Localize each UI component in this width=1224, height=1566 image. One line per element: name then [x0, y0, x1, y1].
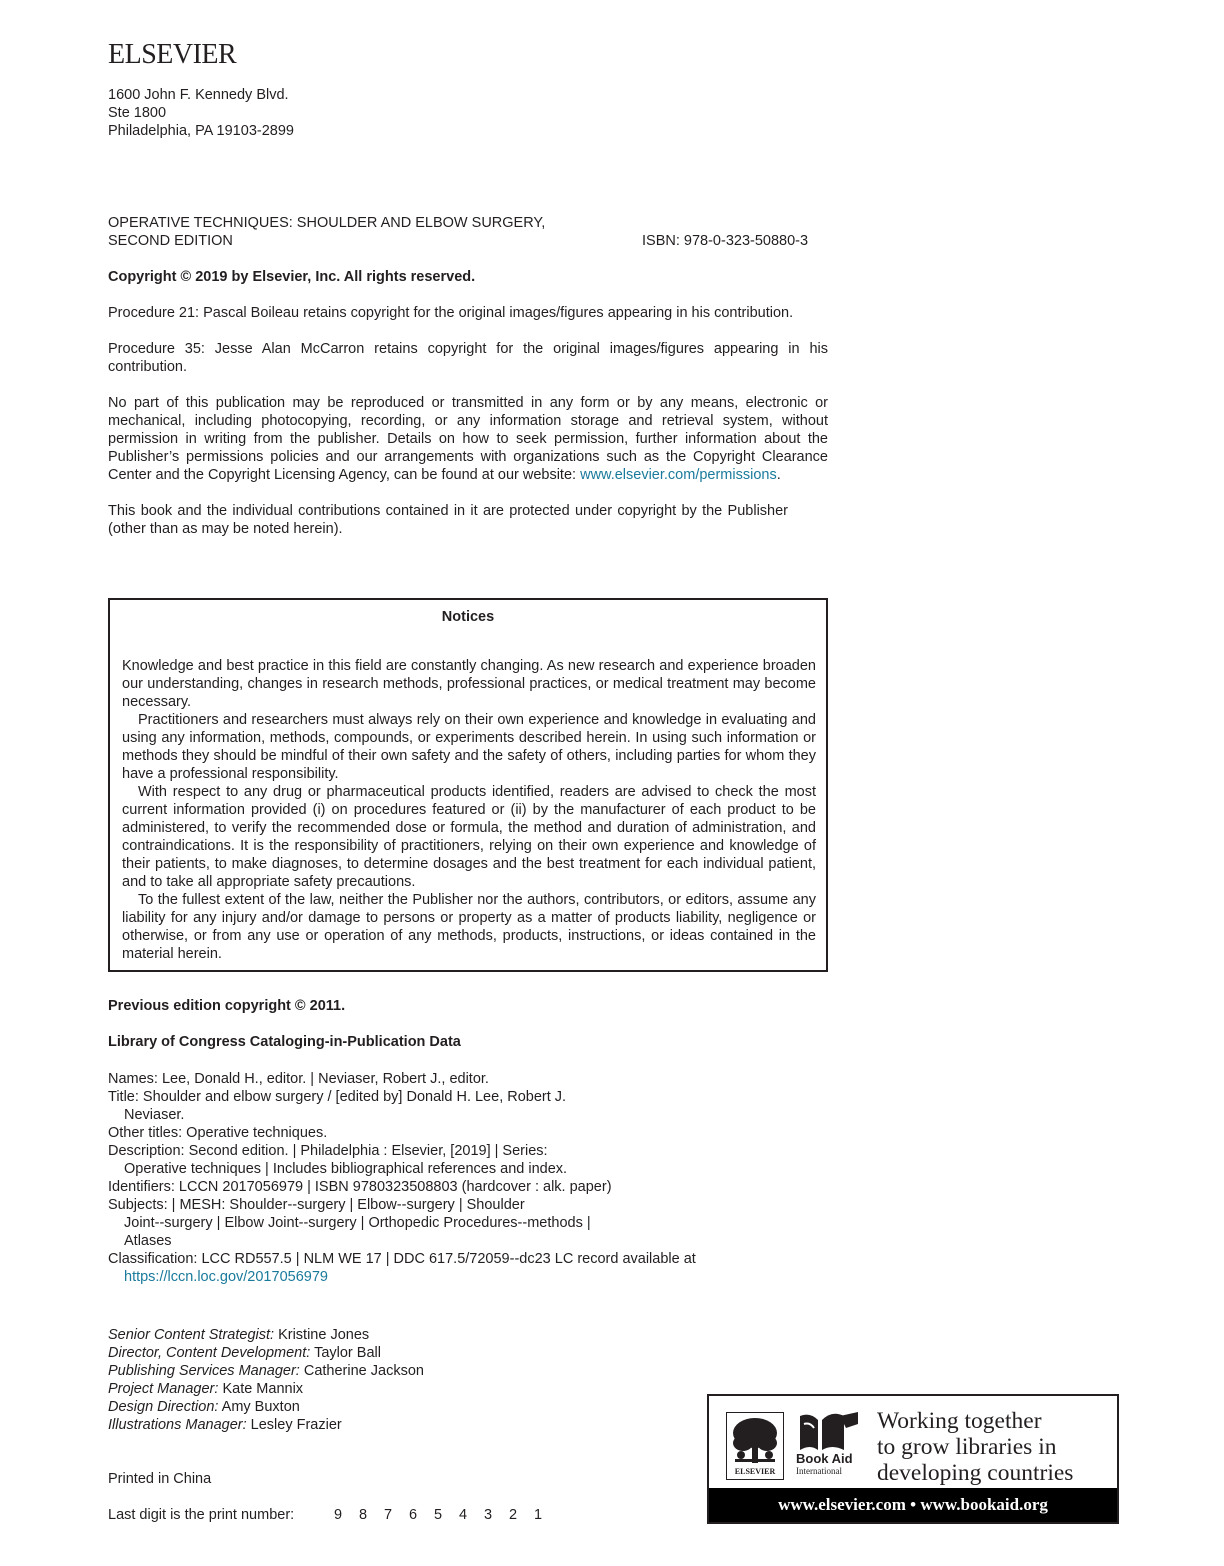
print-digit: 5 — [434, 1507, 443, 1523]
bookaid-book-icon — [796, 1410, 862, 1454]
print-digit: 2 — [509, 1507, 518, 1523]
print-digit: 9 — [334, 1507, 343, 1523]
cip-names: Names: Lee, Donald H., editor. | Neviaser, Robert J., editor. — [108, 1071, 489, 1087]
procedure-21-note: Procedure 21: Pascal Boileau retains copyright for the original images/figures appearing in his contribution. — [108, 305, 794, 321]
credit-role: Publishing Services Manager: — [108, 1363, 300, 1379]
print-number-label: Last digit is the print number: — [108, 1507, 295, 1523]
slogan-line-2: to grow libraries in — [877, 1434, 1057, 1460]
previous-edition: Previous edition copyright © 2011. — [108, 998, 346, 1014]
notices-paragraph-2: Practitioners and researchers must always rely on their own experience and knowledge in evaluating and using any information, methods, compounds, or experiments described herein. In using such information or methods they should be mindful of their own safety and the safety of others, including parties for whom they have a professional responsibility. — [122, 712, 816, 782]
credit-role: Illustrations Manager: — [108, 1417, 247, 1433]
notices-title: Notices — [441, 609, 495, 625]
cip-description: Description: Second edition. | Philadelphia : Elsevier, [2019] | Series: — [108, 1143, 548, 1159]
cip-subjects-cont: Joint--surgery | Elbow Joint--surgery | Orthopedic Procedures--methods | — [124, 1215, 591, 1231]
slogan-line-3: developing countries — [877, 1460, 1074, 1486]
bookaid-sub-label: International — [796, 1466, 842, 1476]
notices-paragraph-1: Knowledge and best practice in this field are constantly changing. As new research and experience broaden our understanding, changes in research methods, professional practices, or medical treatment may become necessary. — [122, 658, 816, 710]
credits-list — [108, 1326, 424, 1434]
cip-classification: Classification: LCC RD557.5 | NLM WE 17 | DDC 617.5/72059--dc23 LC record available at — [108, 1251, 696, 1267]
rights-text: No part of this publication may be reproduced or transmitted in any form or by any means, electronic or mechanical, including photocopying, recording, or any information storage and retrieval system, without permission in writing from the publisher. Details on how to seek permission, further information about the Publisher’s permissions policies and our arrangements with organizations such as the Copyright Clearance Center and the Copyright Licensing Agency, can be found at our website: — [108, 395, 828, 483]
print-digit: 6 — [409, 1507, 418, 1523]
notices-body — [122, 657, 816, 963]
print-number-line — [108, 1506, 559, 1524]
credit-name: Kate Mannix — [222, 1381, 304, 1397]
book-title-line-2: SECOND EDITION — [108, 233, 233, 249]
credit-line — [108, 1380, 424, 1398]
credit-name: Taylor Ball — [314, 1345, 381, 1361]
elsevier-small-label: ELSEVIER — [734, 1467, 776, 1476]
bookaid-urls[interactable]: www.elsevier.com • www.bookaid.org — [709, 1488, 1117, 1522]
bookaid-slogan — [877, 1408, 1073, 1486]
printed-in: Printed in China — [108, 1471, 212, 1487]
credit-role: Director, Content Development: — [108, 1345, 311, 1361]
credit-line — [108, 1362, 424, 1380]
slogan-line-1: Working together — [877, 1408, 1042, 1434]
publisher-logo: ELSEVIER — [108, 39, 237, 70]
credit-name: Amy Buxton — [221, 1399, 300, 1415]
cip-other-titles: Other titles: Operative techniques. — [108, 1125, 328, 1141]
credit-line — [108, 1326, 424, 1344]
cip-title-cont: Neviaser. — [124, 1107, 185, 1123]
print-digit: 3 — [484, 1507, 493, 1523]
credit-name: Kristine Jones — [278, 1327, 370, 1343]
cip-description-cont: Operative techniques | Includes bibliographical references and index. — [124, 1161, 568, 1177]
cip-heading: Library of Congress Cataloging-in-Publication Data — [108, 1034, 461, 1050]
bookaid-logo — [796, 1410, 862, 1480]
isbn: ISBN: 978-0-323-50880-3 — [642, 233, 809, 249]
credit-role: Design Direction: — [108, 1399, 219, 1415]
credit-name: Lesley Frazier — [250, 1417, 342, 1433]
credit-line — [108, 1416, 424, 1434]
credit-line — [108, 1398, 424, 1416]
protection-paragraph: This book and the individual contributions contained in it are protected under copyright by the Publisher (other than as may be noted herein). — [108, 503, 788, 537]
cip-subjects: Subjects: | MESH: Shoulder--surgery | Elbow--surgery | Shoulder — [108, 1197, 525, 1213]
permissions-link[interactable]: www.elsevier.com/permissions — [580, 467, 777, 483]
bookaid-label: Book Aid — [796, 1451, 853, 1466]
print-digit: 7 — [384, 1507, 393, 1523]
address-line-3: Philadelphia, PA 19103-2899 — [108, 123, 294, 139]
notices-box — [108, 598, 828, 972]
notices-paragraph-4: To the fullest extent of the law, neither the Publisher nor the authors, contributors, or editors, assume any liability for any injury and/or damage to persons or property as a matter of products liability, negligence or otherwise, or from any use or operation of any methods, products, instructions, or ideas contained in the material herein. — [122, 892, 816, 962]
copyright-statement: Copyright © 2019 by Elsevier, Inc. All rights reserved. — [108, 269, 476, 285]
elsevier-tree-logo — [726, 1412, 784, 1480]
print-digit: 1 — [534, 1507, 543, 1523]
cip-record — [108, 1070, 808, 1286]
credit-line — [108, 1344, 424, 1362]
credit-name: Catherine Jackson — [303, 1363, 424, 1379]
cip-identifiers: Identifiers: LCCN 2017056979 | ISBN 9780323508803 (hardcover : alk. paper) — [108, 1179, 612, 1195]
credit-role: Project Manager: — [108, 1381, 219, 1397]
cip-subjects-cont-2: Atlases — [124, 1233, 172, 1249]
bookaid-banner — [707, 1394, 1119, 1524]
procedure-35-note: Procedure 35: Jesse Alan McCarron retains copyright for the original images/figures appearing in his contribution. — [108, 341, 828, 375]
cip-title: Title: Shoulder and elbow surgery / [edited by] Donald H. Lee, Robert J. — [108, 1089, 567, 1105]
rights-paragraph: No part of this publication may be reproduced or transmitted in any form or by any means, electronic or mechanical, including photocopying, recording, or any information storage and retrieval system, without permission in writing from the publisher. Details on how to seek permission, further information about the Publisher’s permissions policies and our arrangements with organizations such as the Copyright Clearance Center and the Copyright Licensing Agency, can be found at our website: www.elsevier.com/permissions. — [108, 395, 828, 483]
credit-role: Senior Content Strategist: — [108, 1327, 275, 1343]
print-digit: 4 — [459, 1507, 468, 1523]
notices-paragraph-3: With respect to any drug or pharmaceutical products identified, readers are advised to check the most current information provided (i) on procedures featured or (ii) by the manufacturer of each product to be administered, to verify the recommended dose or formula, the method and duration of administration, and contraindications. It is the responsibility of practitioners, relying on their own experience and knowledge of their patients, to make diagnoses, to determine dosages and the best treatment for each individual patient, and to take all appropriate safety precautions. — [122, 784, 816, 890]
address-line-2: Ste 1800 — [108, 105, 167, 121]
lccn-link[interactable]: https://lccn.loc.gov/2017056979 — [124, 1269, 328, 1285]
print-digit: 8 — [359, 1507, 368, 1523]
address-line-1: 1600 John F. Kennedy Blvd. — [108, 87, 289, 103]
book-title-line-1: OPERATIVE TECHNIQUES: SHOULDER AND ELBOW SURGERY, — [108, 215, 546, 231]
